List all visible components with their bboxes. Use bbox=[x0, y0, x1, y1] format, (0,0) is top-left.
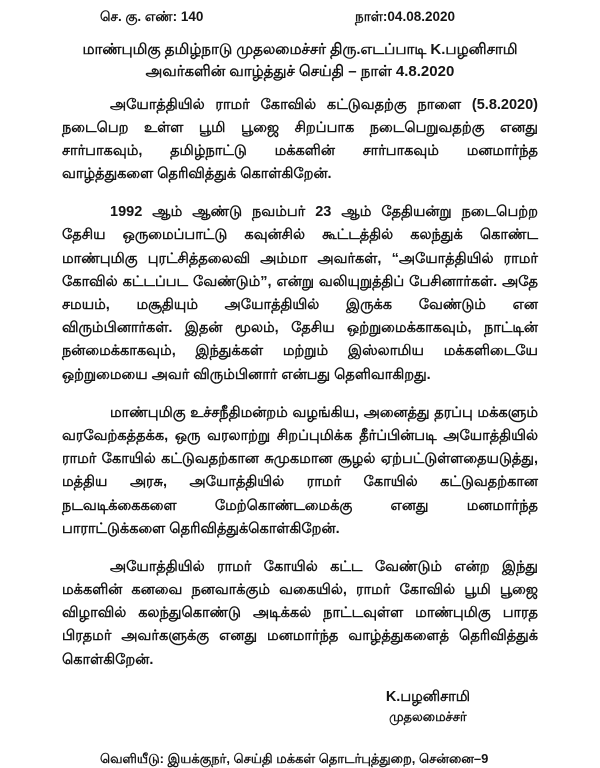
document-title-line2: அவர்களின் வாழ்த்துச் செய்தி – நாள் 4.8.2020 bbox=[145, 63, 455, 81]
signatory-name: K.பழனிசாமி bbox=[385, 688, 470, 705]
paragraph-court-verdict: மாண்புமிகு உச்சநீதிமன்றம் வழங்கிய, அனைத்து தரப்பு மக்களும் வரவேற்கத்தக்க, ஒரு வரலாற்று சிறப்புமிக்க தீர்ப்பின்படி அயோத்தியில் ராமர் கோயில் கட்டுவதற்கான சுமுகமான சூழல் ஏற்பட்டுள்ளதையடுத்து, மத்திய அரசு, அயோத்தியில் ராமர் கோயில் கட்டுவதற்கான நடவடிக்கைகளை மேற்கொண்டமைக்கு எனது மனமார்ந்த பாராட்டுக்களை தெரிவித்துக்கொள்கிறேன். bbox=[62, 404, 538, 537]
document-date: நாள்:04.08.2020 bbox=[355, 9, 455, 24]
paragraph-1992-council: 1992 ஆம் ஆண்டு நவம்பர் 23 ஆம் தேதியன்று நடைபெற்ற தேசிய ஒருமைப்பாட்டு கவுன்சில் கூட்டத்தில் கலந்துக் கொண்ட மாண்புமிகு புரட்சித்தலைவி அம்மா அவர்கள், “அயோத்தியில் ராமர் கோவில் கட்டப்பட வேண்டும்”, என்று வலியுறுத்திப் பேசினார்கள். அதே சமயம், மசூதியும் அயோத்தியில் இருக்க வேண்டும் என விரும்பினார்கள். இதன் மூலம், தேசிய ஒற்றுமைக்காகவும், நாட்டின் நன்மைக்காகவும், இந்துக்கள் மற்றும் இஸ்லாமிய மக்களிடையே ஒற்றுமையை அவர் விரும்பினார் என்பது தெளிவாகிறது. bbox=[62, 204, 538, 383]
paragraph-greeting: அயோத்தியில் ராமர் கோவில் கட்டுவதற்கு நாளை (5.8.2020) நடைபெற உள்ள பூமி பூஜை சிறப்பாக நடைபெறுவதற்கு எனது சார்பாகவும், தமிழ்நாட்டு மக்களின் சார்பாகவும் மனமார்ந்த வாழ்த்துகளை தெரிவித்துக் கொள்கிறேன். bbox=[62, 96, 538, 183]
document-title bbox=[0, 39, 600, 84]
document-title-line1: மாண்புமிகு தமிழ்நாடு முதலமைச்சர் திரு.எடப்பாடி K.பழனிசாமி bbox=[82, 40, 518, 58]
signatory-designation: முதலமைச்சர் bbox=[389, 708, 467, 724]
reference-number: செ. கு. எண்: 140 bbox=[100, 9, 204, 24]
paragraph-pm-wishes: அயோத்தியில் ராமர் கோயில் கட்ட வேண்டும் என்ற இந்து மக்களின் கனவை நனவாக்கும் வகையில், ராமர் கோவில் பூமி பூஜை விழாவில் கலந்துகொண்டு அடிக்கல் நாட்டவுள்ள மாண்புமிகு பாரத பிரதமர் அவர்களுக்கு எனது மனமார்ந்த வாழ்த்துகளைத் தெரிவித்துக் கொள்கிறேன். bbox=[62, 558, 538, 668]
document-body bbox=[0, 84, 600, 672]
document-header bbox=[0, 8, 600, 26]
signature-block bbox=[386, 687, 470, 727]
publisher-line: வெளியீடு: இயக்குநர், செய்தி மக்கள் தொடர்புத்துறை, சென்னை–9 bbox=[100, 750, 489, 766]
